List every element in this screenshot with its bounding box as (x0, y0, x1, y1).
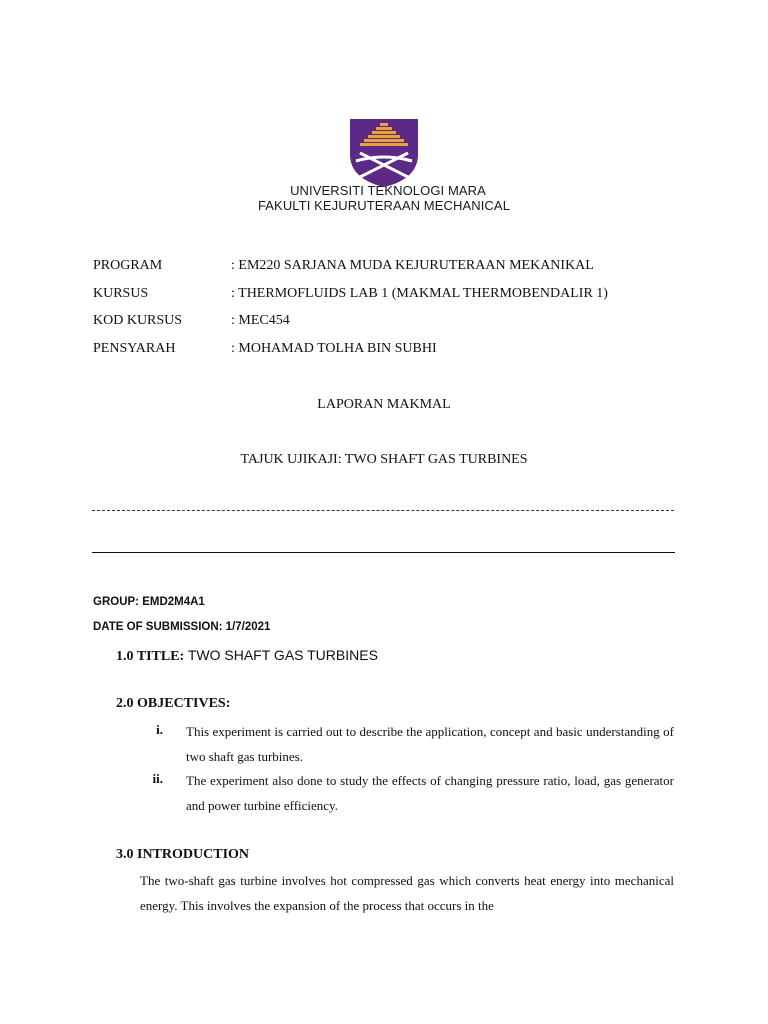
lecturer-label: PENSYARAH (93, 341, 176, 356)
section-title-heading (116, 647, 378, 665)
solid-divider (92, 552, 675, 553)
objective-item: The experiment also done to study the effects of changing pressure ratio, load, gas generator and power turbine efficiency. (186, 773, 674, 813)
introduction-heading: 3.0 INTRODUCTION (116, 847, 250, 862)
course-code-label: KOD KURSUS (93, 313, 183, 328)
section-title-text: TWO SHAFT GAS TURBINES (184, 647, 378, 663)
program-value: : EM220 SARJANA MUDA KEJURUTERAAN MEKANIKAL (231, 258, 594, 273)
university-crest-logo (346, 117, 422, 189)
objective-number: ii. (152, 771, 163, 786)
program-label: PROGRAM (93, 258, 163, 273)
university-name: UNIVERSITI TEKNOLOGI MARA (290, 183, 486, 198)
report-type-heading: LAPORAN MAKMAL (317, 397, 451, 412)
course-code-value: : MEC454 (231, 313, 290, 328)
group-text: GROUP: EMD2M4A1 (93, 596, 205, 608)
course-value: : THERMOFLUIDS LAB 1 (MAKMAL THERMOBENDALIR 1) (231, 286, 608, 301)
dashed-divider (92, 510, 674, 511)
objectives-heading: 2.0 OBJECTIVES: (116, 696, 231, 711)
section-title-label: 1.0 TITLE: (116, 649, 185, 664)
lecturer-value: : MOHAMAD TOLHA BIN SUBHI (231, 341, 437, 356)
course-label: KURSUS (93, 286, 149, 301)
faculty-name: FAKULTI KEJURUTERAAN MECHANICAL (257, 198, 511, 213)
experiment-title-heading: TAJUK UJIKAJI: TWO SHAFT GAS TURBINES (240, 452, 528, 467)
objective-number: i. (156, 722, 163, 737)
submission-date-text: DATE OF SUBMISSION: 1/7/2021 (93, 621, 271, 633)
objective-item: This experiment is carried out to describe the application, concept and basic understanding of two shaft gas turbines. (186, 724, 674, 764)
introduction-paragraph: The two-shaft gas turbine involves hot compressed gas which converts heat energy into mechanical energy. This involves the expansion of the process that occurs in the (140, 873, 674, 913)
